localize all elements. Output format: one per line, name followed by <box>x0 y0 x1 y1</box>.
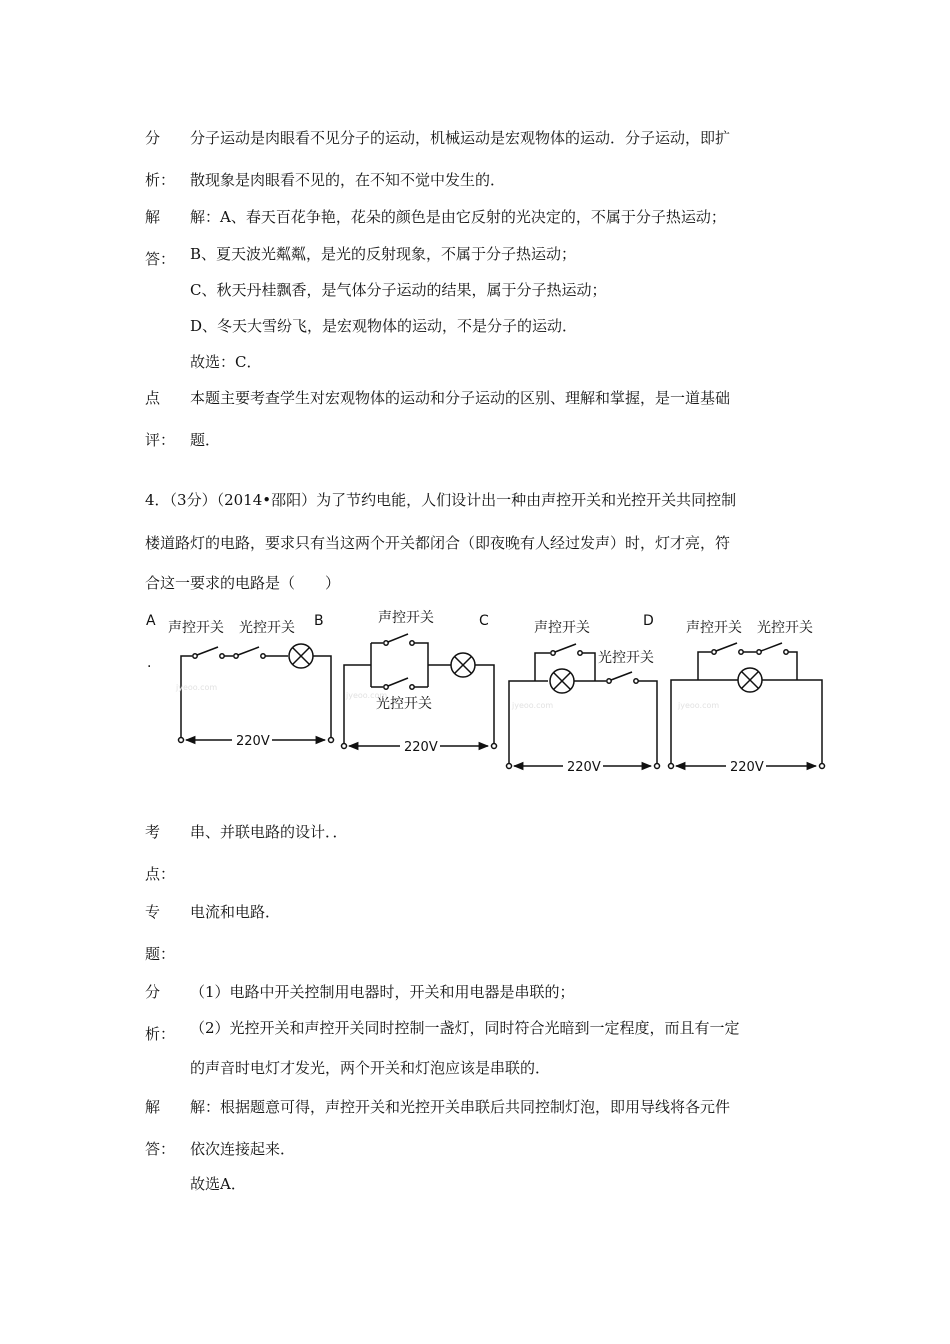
point-text: 串、并联电路的设计．． <box>190 823 348 841</box>
circuit-a <box>168 619 334 749</box>
answer-text-line: C、秋天丹桂飘香，是气体分子运动的结果，属于分子热运动； <box>190 281 607 299</box>
analysis-text-line: 的声音时电灯才发光，两个开关和灯泡应该是串联的． <box>190 1059 551 1077</box>
answer-text-line: D、冬天大雪纷飞，是宏观物体的运动，不是分子的运动． <box>190 317 578 335</box>
question-stem-line: 合这一要求的电路是（ ） <box>145 574 341 592</box>
circuit-c <box>507 619 660 775</box>
watermark: jyeoo.com <box>176 683 218 692</box>
comment-label-1: 点 <box>145 389 161 407</box>
circuit-a-light-switch-label: 光控开关 <box>239 620 295 636</box>
analysis-text-line: （1）电路中开关控制用电器时，开关和用电器是串联的； <box>190 983 575 1001</box>
circuit-options-figure <box>0 600 950 790</box>
watermark: jyeoo.com <box>346 691 388 700</box>
wire <box>698 652 711 680</box>
option-a-dot: . <box>147 655 152 671</box>
wire <box>509 681 548 766</box>
point-label-2: 点： <box>145 865 176 883</box>
answer-label-1: 解 <box>145 208 161 226</box>
circuit-a-voltage-label: 220V <box>236 734 270 749</box>
circuit-c-sound-switch-label: 声控开关 <box>534 620 590 636</box>
wire <box>344 665 371 746</box>
light-switch-blade <box>761 643 782 651</box>
answer-label-2: 答： <box>145 1140 176 1158</box>
sound-switch-blade <box>197 647 218 655</box>
terminal <box>669 764 674 769</box>
circuit-b-voltage-label: 220V <box>404 740 438 755</box>
circuit-d-light-switch-label: 光控开关 <box>757 620 813 636</box>
analysis-label-1: 分 <box>145 129 161 147</box>
option-b-letter: B <box>314 613 324 629</box>
switch-contact <box>220 654 224 658</box>
terminal <box>329 738 334 743</box>
answer-text-line: 故选A． <box>190 1175 246 1193</box>
circuit-c-light-switch-label: 光控开关 <box>598 650 654 666</box>
circuit-b-sound-switch-label: 声控开关 <box>378 610 434 626</box>
answer-text-line: 解：根据题意可得，声控开关和光控开关串联后共同控制灯泡，即用导线将各元件 <box>190 1098 731 1116</box>
wire <box>762 680 822 766</box>
circuit-b-light-switch-label: 光控开关 <box>376 696 432 712</box>
switch-contact <box>578 651 582 655</box>
switch-contact <box>234 654 238 658</box>
comment-label-2: 评： <box>145 431 176 449</box>
analysis-text-line: 分子运动是肉眼看不见分子的运动，机械运动是宏观物体的运动．分子运动，即扩 <box>190 129 731 147</box>
sound-switch-blade <box>388 634 408 642</box>
comment-text-line: 本题主要考查学生对宏观物体的运动和分子运动的区别、理解和掌握，是一道基础 <box>190 389 731 407</box>
option-a-letter: A <box>146 613 156 629</box>
question-stem-line: 楼道路灯的电路，要求只有当这两个开关都闭合（即夜晚有人经过发声）时，灯才亮，符 <box>145 534 731 552</box>
switch-contact <box>384 685 388 689</box>
answer-text-line: B、夏天波光粼粼，是光的反射现象，不属于分子热运动； <box>190 245 577 263</box>
answer-text-line: 解：A、春天百花争艳，花朵的颜色是由它反射的光决定的，不属于分子热运动； <box>190 208 726 226</box>
switch-contact <box>739 650 743 654</box>
switch-contact <box>784 650 788 654</box>
switch-contact <box>410 641 414 645</box>
circuit-d <box>669 619 825 775</box>
sound-switch-blade <box>555 644 576 652</box>
circuit-d-sound-switch-label: 声控开关 <box>686 620 742 636</box>
switch-contact <box>193 654 197 658</box>
point-label-1: 考 <box>145 823 161 841</box>
wire <box>181 656 192 740</box>
option-d-letter: D <box>643 613 654 629</box>
switch-contact <box>634 679 638 683</box>
switch-contact <box>712 650 716 654</box>
analysis-text-line: （2）光控开关和声控开关同时控制一盏灯，同时符合光暗到一定程度，而且有一定 <box>190 1019 740 1037</box>
light-switch-blade <box>611 672 632 680</box>
switch-contact <box>757 650 761 654</box>
light-switch-blade <box>388 678 408 686</box>
watermark: jyeoo.com <box>512 701 554 710</box>
terminal <box>342 744 347 749</box>
wire <box>313 656 331 740</box>
option-c-letter: C <box>479 613 489 629</box>
analysis-label-2: 析： <box>145 1025 176 1043</box>
topic-label-1: 专 <box>145 903 161 921</box>
wire <box>671 680 738 766</box>
terminal <box>507 764 512 769</box>
wire <box>535 653 550 681</box>
comment-text-line: 题． <box>190 431 221 449</box>
wire <box>475 665 494 746</box>
circuit-b <box>342 609 497 755</box>
terminal <box>179 738 184 743</box>
terminal <box>492 744 497 749</box>
question-stem-line: 4．（3分）（2014•邵阳）为了节约电能，人们设计出一种由声控开关和光控开关共同控制 <box>145 491 737 509</box>
analysis-text-line: 散现象是肉眼看不见的，在不知不觉中发生的． <box>190 171 506 189</box>
analysis-label-1: 分 <box>145 983 161 1001</box>
topic-text: 电流和电路． <box>190 903 281 921</box>
circuit-c-voltage-label: 220V <box>567 760 601 775</box>
wire <box>638 681 657 766</box>
analysis-label-2: 析： <box>145 171 176 189</box>
light-switch-blade <box>238 647 259 655</box>
answer-label-1: 解 <box>145 1098 161 1116</box>
switch-contact <box>410 685 414 689</box>
answer-text-line: 故选：C． <box>190 353 262 371</box>
answer-text-line: 依次连接起来． <box>190 1140 296 1158</box>
circuit-d-voltage-label: 220V <box>730 760 764 775</box>
circuit-a-sound-switch-label: 声控开关 <box>168 620 224 636</box>
terminal <box>820 764 825 769</box>
switch-contact <box>607 679 611 683</box>
switch-contact <box>384 641 388 645</box>
topic-label-2: 题： <box>145 945 176 963</box>
wire <box>788 652 797 680</box>
wire <box>582 653 595 681</box>
terminal <box>655 764 660 769</box>
switch-contact <box>261 654 265 658</box>
wire <box>414 643 428 687</box>
watermark: jyeoo.com <box>678 701 720 710</box>
sound-switch-blade <box>716 643 737 651</box>
switch-contact <box>551 651 555 655</box>
answer-label-2: 答： <box>145 250 176 268</box>
